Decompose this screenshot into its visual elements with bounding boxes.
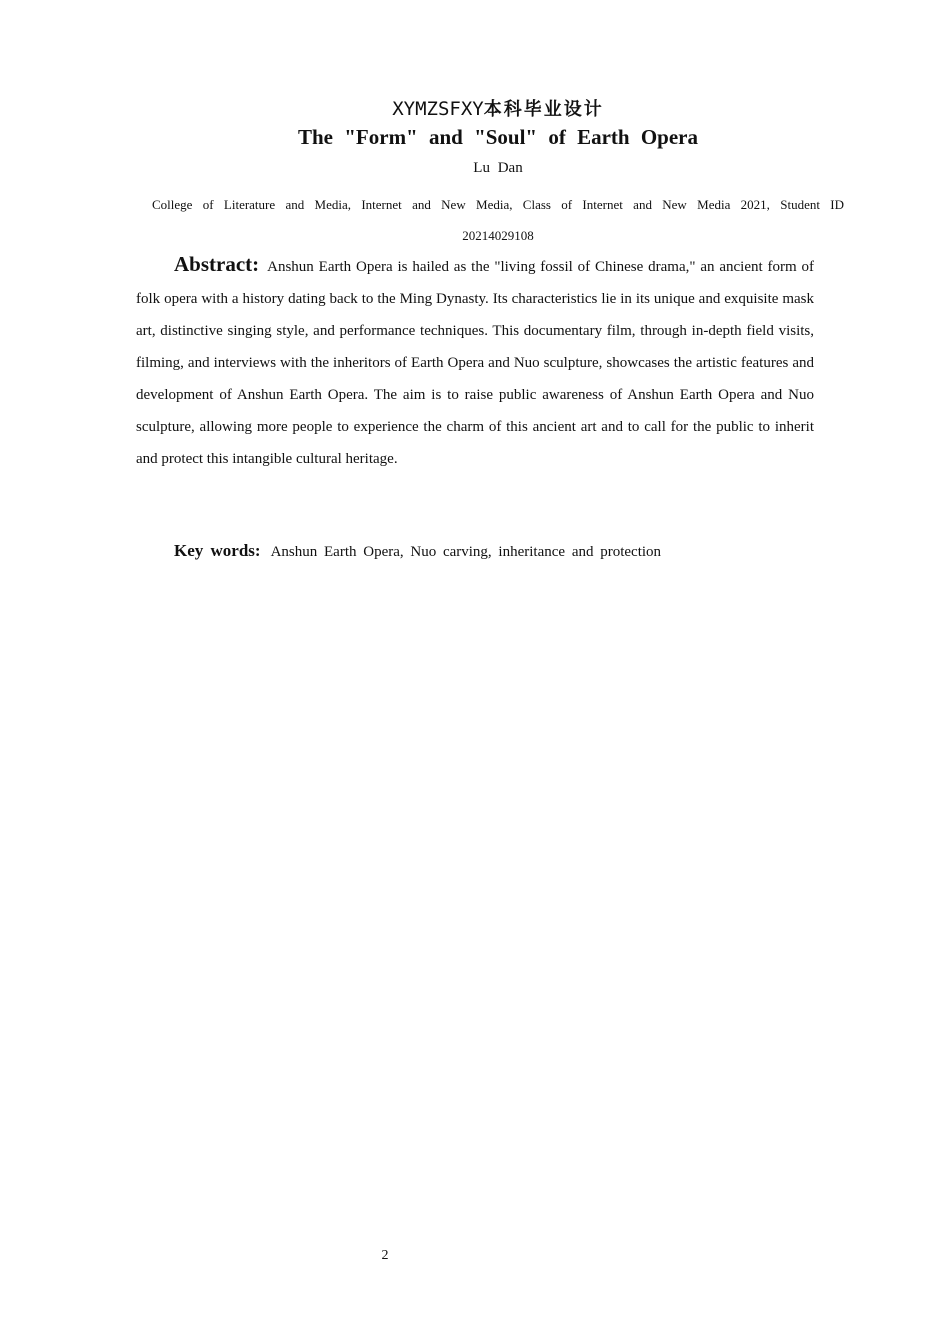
thesis-header [0,94,950,124]
author-affiliation: College of Literature and Media, Internet and New Media, Class of Internet and New Media 2021, Student ID 20214029108 [152,197,844,243]
keywords-label: Key words: [174,541,261,560]
abstract-text: Anshun Earth Opera is hailed as the "living fossil of Chinese drama," an ancient form of folk opera with a history dating back to the Ming Dynasty. Its characteristics lie in its unique and exquisite mask art, distinctive singing style, and performance techniques. This documentary film, through in-depth field visits, filming, and interviews with the inheritors of Earth Opera and Nuo sculpture, showcases the artistic features and development of Anshun Earth Opera. The aim is to raise public awareness of Anshun Earth Opera and Nuo sculpture, allowing more people to experience the charm of this ancient art and to call for the public to inherit and protect this intangible cultural heritage. [136,259,814,467]
keywords-text: Anshun Earth Opera, Nuo carving, inheritance and protection [270,544,662,560]
page-number: 2 [381,1248,389,1263]
school-code: XYMZSFXY [392,98,484,120]
keywords-paragraph [136,537,814,566]
abstract-label: Abstract: [174,252,260,276]
author-name: Lu Dan [473,160,523,176]
abstract-paragraph [136,248,814,475]
paper-title: The "Form" and "Soul" of Earth Opera [298,125,698,149]
thesis-type: 本科毕业设计 [483,99,604,120]
